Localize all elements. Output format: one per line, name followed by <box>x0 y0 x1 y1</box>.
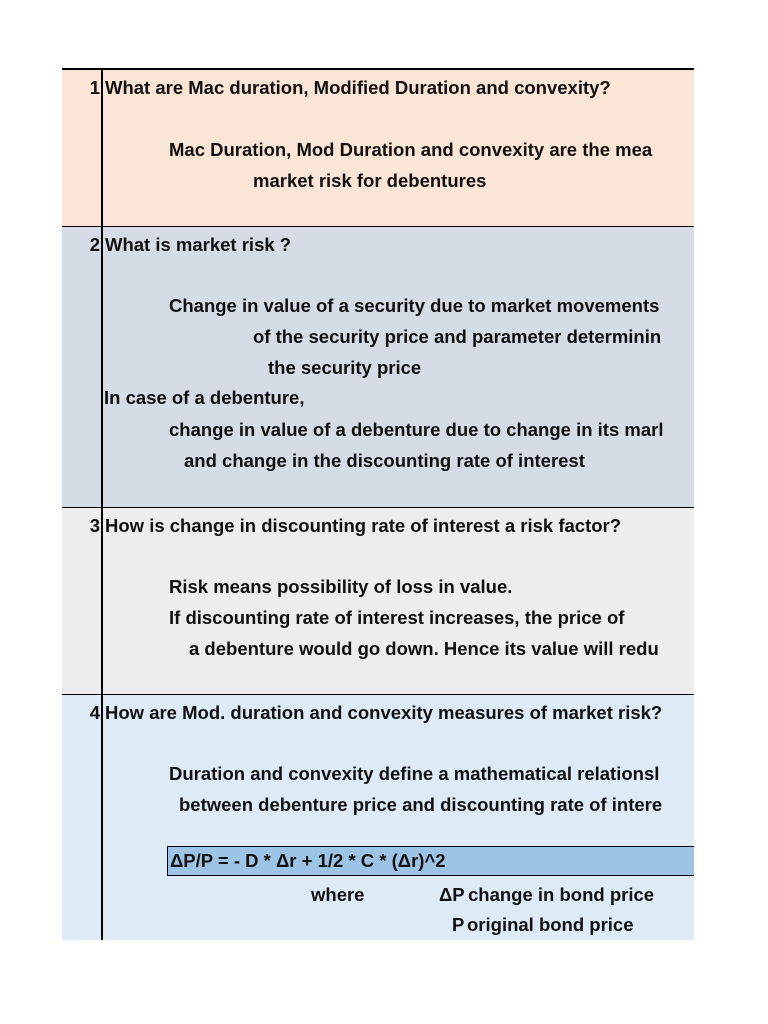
definition-symbol: P <box>452 914 465 935</box>
spreadsheet <box>62 68 694 940</box>
row-number: 4 <box>89 702 100 723</box>
answer-line: Change in value of a security due to market movements <box>169 295 660 316</box>
definition-text: change in bond price <box>468 884 655 905</box>
answer-line: the security price <box>268 357 422 378</box>
answer-line: between debenture price and discounting rate of intere <box>179 794 663 815</box>
qa-row-2 <box>62 227 694 508</box>
formula-cell <box>167 846 694 876</box>
definition-symbol: ΔP <box>439 884 465 905</box>
answer-line: a debenture would go down. Hence its value will redu <box>189 638 659 659</box>
question-text: What is market risk ? <box>105 234 292 255</box>
number-cell <box>62 695 103 940</box>
answer-line: Risk means possibility of loss in value. <box>169 576 513 597</box>
answer-line: In case of a debenture, <box>104 387 305 408</box>
question-text: How is change in discounting rate of interest a risk factor? <box>105 515 622 536</box>
number-cell <box>62 70 103 226</box>
answer-line: If discounting rate of interest increases, the price of <box>169 607 625 628</box>
number-cell <box>62 227 103 507</box>
number-cell <box>62 508 103 694</box>
formula-text: ΔP/P = - D * Δr + 1/2 * C * (Δr)^2 <box>170 850 446 871</box>
question-text: How are Mod. duration and convexity measures of market risk? <box>105 702 663 723</box>
row-number: 3 <box>89 515 100 536</box>
row-number: 2 <box>89 234 100 255</box>
answer-line: market risk for debentures <box>253 170 487 191</box>
answer-line: and change in the discounting rate of interest <box>184 450 585 471</box>
question-text: What are Mac duration, Modified Duration and convexity? <box>105 77 611 98</box>
where-label: where <box>311 884 365 905</box>
row-number: 1 <box>89 77 100 98</box>
answer-line: Mac Duration, Mod Duration and convexity are the mea <box>169 139 653 160</box>
definition-text: original bond price <box>467 914 634 935</box>
answer-line: Duration and convexity define a mathematical relationsl <box>169 763 660 784</box>
qa-row-3 <box>62 508 694 695</box>
answer-line: change in value of a debenture due to change in its marl <box>169 419 664 440</box>
answer-line: of the security price and parameter determinin <box>253 326 662 347</box>
qa-row-1 <box>62 70 694 227</box>
qa-row-4 <box>62 695 694 940</box>
